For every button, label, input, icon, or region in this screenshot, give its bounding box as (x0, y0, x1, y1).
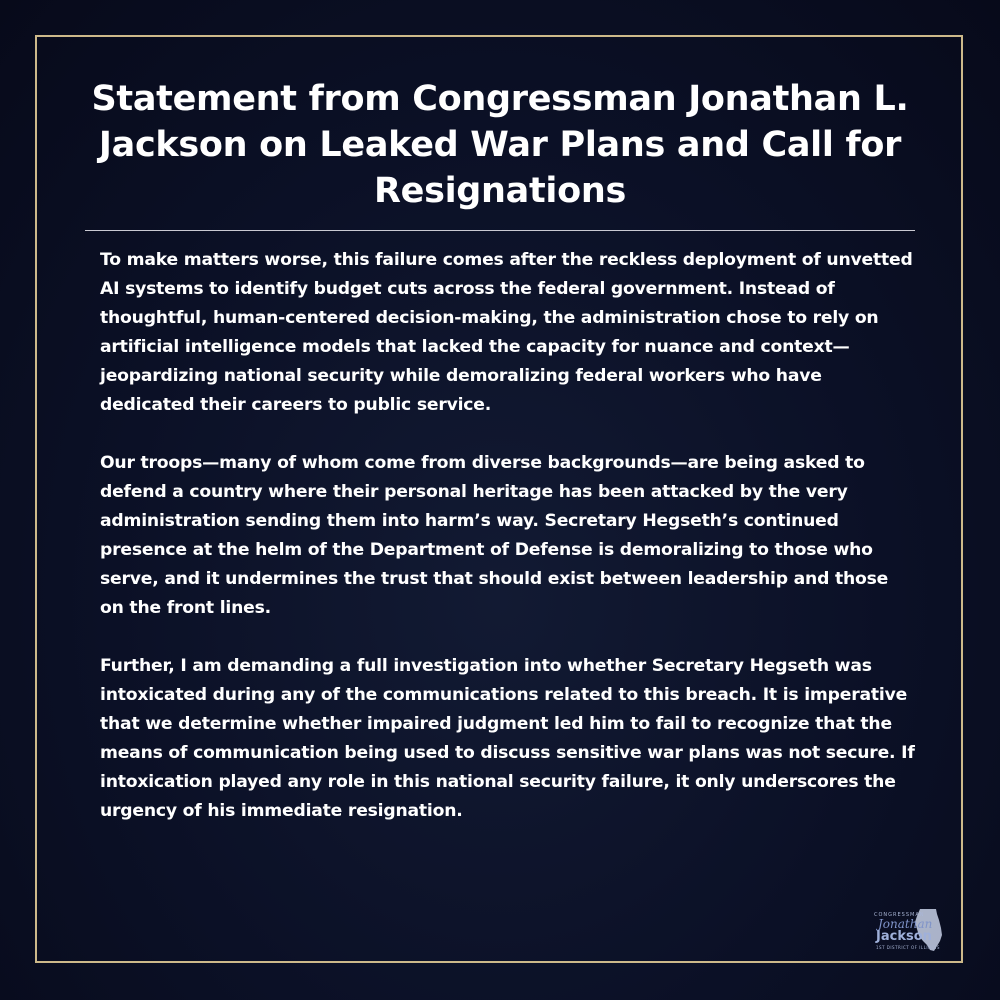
paragraph-1: To make matters worse, this failure comes after the reckless deployment of unvetted AI systems to identify budget cuts across the federal government. Instead of thoughtful, human-centered decision-making, the administration chose to rely on artificial intelligence models that lacked the capacity for nuance and context—jeopardizing national security while demoralizing federal workers who have dedicated their careers to public service. (100, 250, 913, 415)
congressman-logo (872, 908, 948, 952)
statement-body (100, 246, 915, 855)
logo-last-name: Jackson (876, 929, 932, 944)
logo-top-text: CONGRESSMAN (874, 912, 925, 918)
statement-title: Statement from Congressman Jonathan L. Jackson on Leaked War Plans and Call for Resignations (91, 79, 909, 211)
paragraph-3: Further, I am demanding a full investigation into whether Secretary Hegseth was intoxicated during any of the communications related to this breach. It is imperative that we determine whether impaired judgment led him to fail to recognize that the means of communication being used to discuss sensitive war plans was not secure. If intoxication played any role in this national security failure, it only underscores the urgency of his immediate resignation. (100, 656, 915, 821)
logo-first-name: Jonathan (878, 917, 933, 931)
logo-bottom-text: 1ST DISTRICT OF ILLINOIS (876, 945, 940, 950)
paragraph-2: Our troops—many of whom come from diverse backgrounds—are being asked to defend a country where their personal heritage has been attacked by the very administration sending them into harm’s way. Secretary Hegseth’s continued presence at the helm of the Department of Defense is demoralizing to those who serve, and it undermines the trust that should exist between leadership and those on the front lines. (100, 453, 889, 618)
title-divider (85, 230, 915, 231)
